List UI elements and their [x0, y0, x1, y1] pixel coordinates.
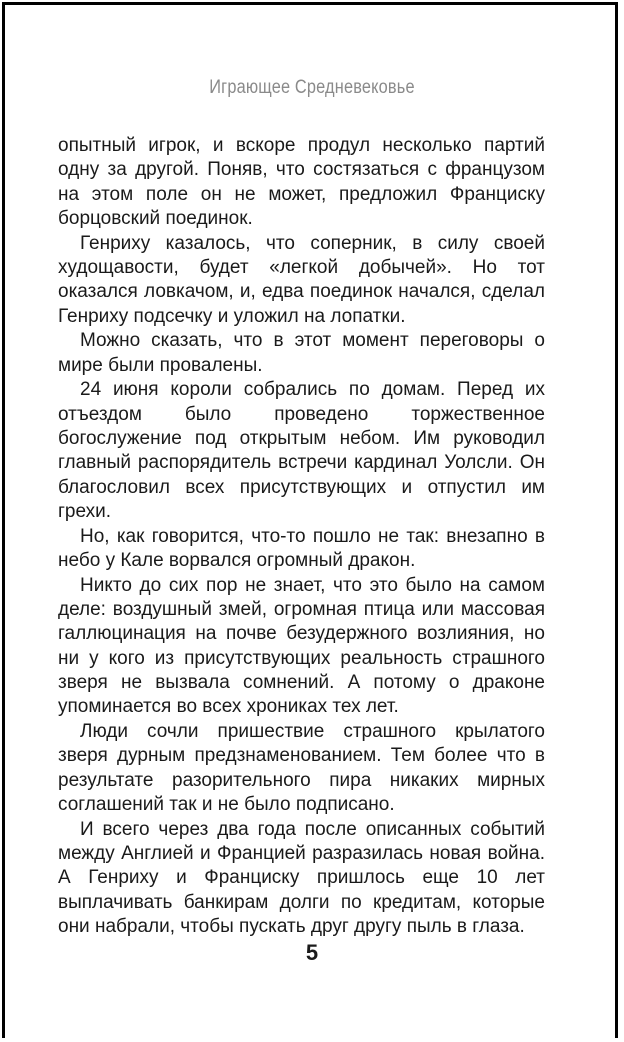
paragraph: И всего через два года после описанных событий между Англией и Францией разразилась новая война. А Генриху и Франциску пришлось еще 10 лет выплачивать банкирам долги по кредитам, которые они набрали, чтобы пускать друг другу пыль в глаза. [58, 818, 545, 937]
paragraph: Генриху казалось, что соперник, в силу своей худощавости, будет «легкой добычей». Но тот оказался ловкачом, и, едва поединок начался, сделал Генриху подсечку и уложил на лопатки. [58, 232, 545, 327]
paragraph: Никто до сих пор не знает, что это было на самом деле: воздушный змей, огромная птица или массовая галлюцинация на почве безудержного возлияния, но ни у кого из присутствующих реальность страшного зверя не вызвала сомнений. А потому о драконе упоминается во всех хрониках тех лет. [58, 574, 545, 718]
page-number: 5 [305, 940, 319, 965]
paragraph: Люди сочли пришествие страшного крылатого зверя дурным предзнаменованием. Тем более что в результате разорительного пира никаких мирных соглашений так и не было подписано. [58, 721, 545, 816]
paragraph: 24 июня короли собрались по домам. Перед их отъездом было проведено торжественное богослужение под открытым небом. Им руководил главный распорядитель встречи кардинал Уолсли. Он благословил всех присутствующих и отпустил им грехи. [58, 379, 545, 522]
running-head: Играющее Средневековье [209, 77, 415, 98]
paragraph: Но, как говорится, что-то пошло не так: внезапно в небо у Кале ворвался огромный дракон. [58, 525, 545, 572]
body-text [58, 134, 545, 939]
paragraph: опытный игрок, и вскоре продул несколько партий одну за другой. Поняв, что состязаться с французом на этом поле он не может, предложил Франциску борцовский поединок. [58, 135, 545, 229]
paragraph: Можно сказать, что в этот момент переговоры о мире были провалены. [58, 330, 545, 376]
